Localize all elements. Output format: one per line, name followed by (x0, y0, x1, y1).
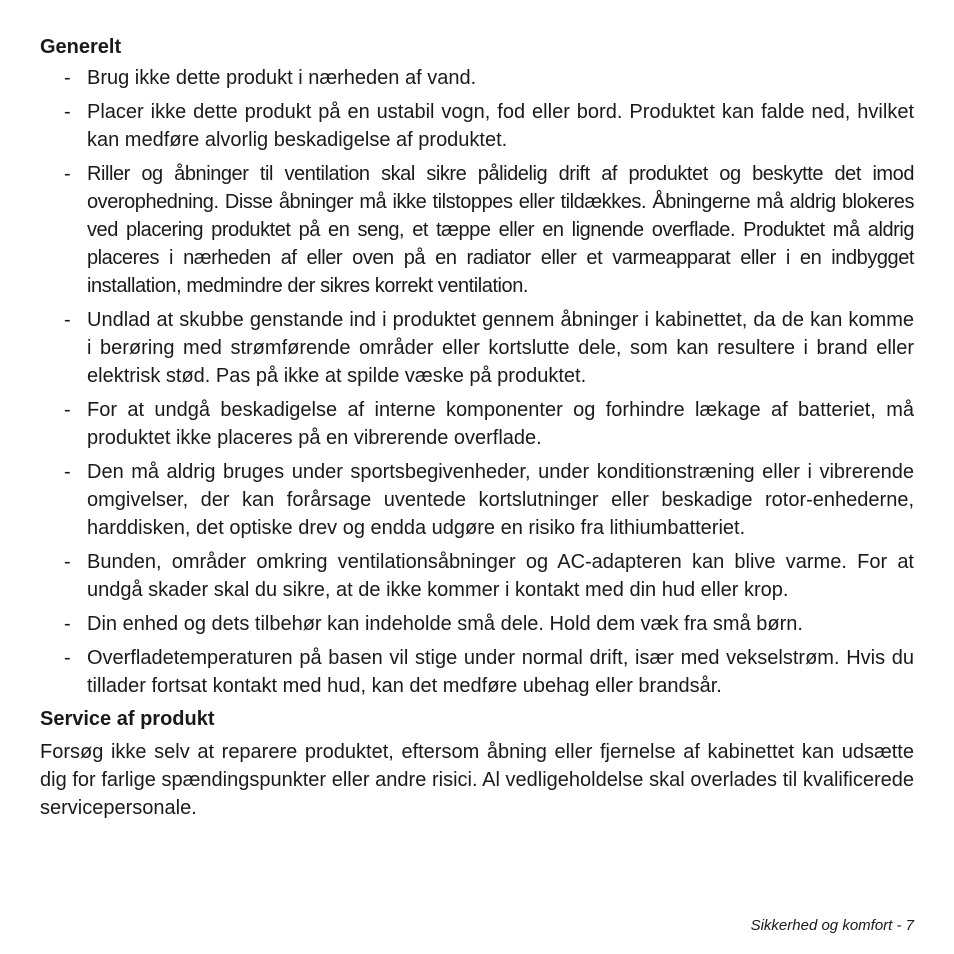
bullet-item (40, 610, 914, 638)
page-footer: Sikkerhed og komfort - 7 (750, 917, 914, 934)
bullet-text: Undlad at skubbe genstande ind i produktet gennem åbninger i kabinettet, da de kan komme i berøring med strømførende områder eller kortslutte dele, som kan resultere i brand eller elektrisk stød. Pas på ikke at spilde væske på produktet. (87, 309, 914, 387)
bullet-item (40, 548, 914, 604)
bullet-dash: - (64, 613, 71, 635)
bullet-text: Overfladetemperaturen på basen vil stige under normal drift, især med vekselstrøm. Hvis du tillader fortsat kontakt med hud, kan det medføre ubehag eller brandsår. (87, 647, 914, 697)
bullet-dash: - (64, 163, 71, 185)
document-page (40, 34, 914, 822)
bullet-dash: - (64, 647, 71, 669)
bullet-item (40, 98, 914, 154)
bullet-item (40, 160, 914, 300)
bullet-item (40, 64, 914, 92)
bullet-dash: - (64, 309, 71, 331)
service-paragraph: Forsøg ikke selv at reparere produktet, eftersom åbning eller fjernelse af kabinettet kan udsætte dig for farlige spændingspunkter eller andre risici. Al vedligeholdelse skal overlades til kvalificerede servicepersonale. (40, 741, 914, 819)
general-bullet-list (40, 64, 914, 700)
bullet-text: For at undgå beskadigelse af interne komponenter og forhindre lækage af batteriet, må produktet ikke placeres på en vibrerende overflade. (87, 399, 914, 449)
bullet-item (40, 644, 914, 700)
bullet-text: Placer ikke dette produkt på en ustabil vogn, fod eller bord. Produktet kan falde ned, hvilket kan medføre alvorlig beskadigelse af produktet. (87, 101, 914, 151)
bullet-text: Riller og åbninger til ventilation skal sikre pålidelig drift af produktet og beskytte det imod overophedning. Disse åbninger må ikke tilstoppes eller tildækkes. Åbningerne må aldrig blokeres ved placering produktet på en seng, et tæppe eller en lignende overflade. Produktet må aldrig placeres i nærheden af eller oven på en radiator eller et varmeapparat eller i en indbygget installation, medmindre der sikres korrekt ventilation. (87, 163, 914, 297)
section-heading-service: Service af produkt (40, 708, 215, 730)
bullet-text: Bunden, områder omkring ventilationsåbninger og AC-adapteren kan blive varme. For at undgå skader skal du sikre, at de ikke kommer i kontakt med din hud eller krop. (87, 551, 914, 601)
bullet-item (40, 458, 914, 542)
bullet-dash: - (64, 101, 71, 123)
bullet-dash: - (64, 67, 71, 89)
section-heading-general: Generelt (40, 36, 122, 58)
bullet-dash: - (64, 399, 71, 421)
bullet-item (40, 396, 914, 452)
bullet-text: Brug ikke dette produkt i nærheden af vand. (87, 67, 477, 89)
bullet-text: Din enhed og dets tilbehør kan indeholde små dele. Hold dem væk fra små børn. (87, 613, 803, 635)
bullet-item (40, 306, 914, 390)
bullet-dash: - (64, 461, 71, 483)
bullet-dash: - (64, 551, 71, 573)
bullet-text: Den må aldrig bruges under sportsbegivenheder, under konditionstræning eller i vibrerende omgivelser, der kan forårsage uventede kortslutninger eller beskadige rotor-enhederne, harddisken, det optiske drev og endda udgøre en risiko fra lithiumbatteriet. (87, 461, 914, 539)
